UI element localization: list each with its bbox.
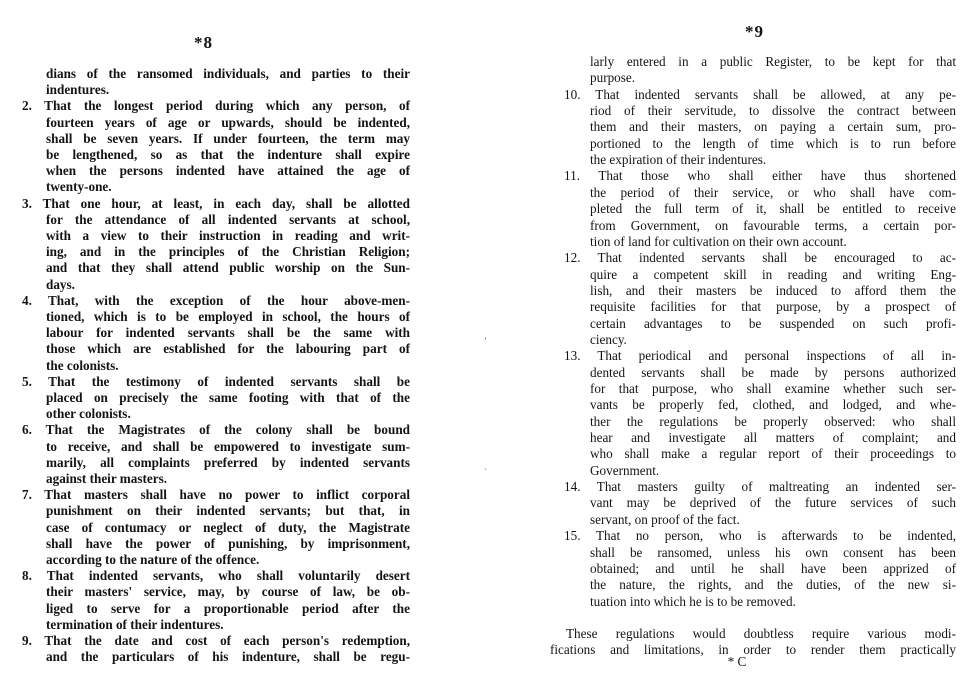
text-line: portioned to the length of time which is to run before (590, 135, 956, 151)
text-line: pleted the full term of it, shall be entitled to receive (590, 201, 956, 217)
text-line: larly entered in a public Register, to be kept for that (590, 54, 956, 69)
text-line: vants be properly fed, clothed, and lodged, and whe- (590, 397, 956, 413)
text-line: their masters' service, may, by course of law, be ob- (46, 584, 410, 600)
text-line: 12. That indented servants shall be encouraged to ac- (564, 250, 956, 266)
text-line: for that purpose, who shall examine whether such ser- (590, 381, 956, 396)
text-line: punishment on their indented servants; but that, in (46, 503, 410, 519)
text-line: other colonists. (46, 406, 131, 422)
page-number: *8 (194, 33, 213, 52)
text-line: the period of their service, or who shall have com- (590, 184, 956, 200)
text-line: to receive, and shall be empowered to investigate sum- (46, 438, 410, 454)
text-line: ther the regulations be properly observed: who shall (590, 413, 956, 429)
text-line: 3. That one hour, at least, in each day, shall be allotted (22, 195, 410, 211)
text-line: ing, and in the principles of the Christian Religion; (46, 244, 410, 260)
text-line: requisite facilities for that purpose, by a prospect of (590, 299, 956, 315)
text-line: when the persons indented have attained the age of (46, 163, 410, 179)
text-line: and the particulars of his indenture, shall be regu- (46, 649, 410, 665)
text-line: tuation into which he is to be removed. (590, 593, 796, 609)
text-line: These regulations would doubtless require various modi- (566, 625, 956, 641)
text-line: with a view to their instruction in reading and writ- (46, 228, 410, 243)
text-line: tion of land for cultivation on their own account. (590, 233, 847, 249)
text-line: from Government, on favourable terms, a certain por- (590, 217, 956, 233)
text-line: 14. That masters guilty of maltreating an indented ser- (564, 479, 956, 495)
text-line: obtained; and until he shall have been apprized of (590, 560, 956, 576)
page-number: *9 (745, 22, 764, 41)
text-line: certain advantages to be suspended on such profi- (590, 315, 956, 331)
text-line: 10. That indented servants shall be allowed, at any pe- (564, 86, 956, 102)
text-line: placed on precisely the same footing with that of the (46, 390, 410, 405)
text-line: termination of their indentures. (46, 616, 224, 632)
text-line: shall be ransomed, unless his own consent has been (590, 544, 956, 560)
text-line: the expiration of their indentures. (590, 152, 767, 168)
text-line: the colonists. (46, 357, 119, 373)
text-line: against their masters. (46, 471, 167, 486)
text-line: 13. That periodical and personal inspections of all in- (564, 348, 956, 364)
text-line: purpose. (590, 70, 636, 86)
text-line: twenty-one. (46, 179, 112, 195)
text-line: be lengthened, so as that the indenture shall expire (46, 147, 410, 162)
text-line: liged to serve for a proportionable period after the (46, 600, 410, 616)
text-line: case of contumacy or neglect of duty, the Magistrate (46, 519, 410, 535)
text-line: Government. (590, 462, 660, 478)
text-line: marily, all complaints preferred by indented servants (46, 454, 410, 470)
text-line: for the attendance of all indented servants at school, (46, 211, 410, 227)
text-line: 11. That those who shall either have thus shortened (564, 168, 956, 184)
text-line: 15. That no person, who is afterwards to be indented, (564, 528, 956, 544)
text-line: fications and limitations, in order to render them practically (550, 642, 956, 658)
text-line: labour for indented servants shall be the same with (46, 325, 410, 341)
text-line: ciency. (590, 331, 627, 347)
text-line: 6. That the Magistrates of the colony shall be bound (22, 422, 410, 438)
text-line: quire a competent skill in reading and writing Eng- (590, 266, 956, 282)
text-line: fourteen years of age or upwards, should be indented, (46, 114, 410, 130)
text-line: days. (46, 276, 75, 292)
text-line: the nature, the rights, and the duties, of the new si- (590, 577, 956, 593)
gutter-mark: ʼ (484, 336, 487, 346)
right-page (490, 0, 980, 692)
text-line: lish, and their masters be induced to afford them the (590, 282, 956, 298)
signature-mark: * C (727, 654, 747, 669)
text-line: 8. That indented servants, who shall voluntarily desert (22, 568, 410, 584)
text-line: dians of the ransomed individuals, and parties to their (46, 66, 410, 81)
text-line: 5. That the testimony of indented servants shall be (22, 373, 410, 389)
text-line: servant, on proof of the fact. (590, 511, 740, 527)
text-line: them and their masters, on paying a certain sum, pro- (590, 119, 956, 135)
text-line: indentures. (46, 82, 110, 98)
text-line: those which are established for the labouring part of (46, 341, 410, 357)
text-line: riod of their servitude, to dissolve the contract between (590, 103, 956, 119)
text-line: and that they shall attend public worship on the Sun- (46, 260, 410, 276)
text-line: dented servants shall be made by persons authorized (590, 364, 956, 380)
text-line: vant may be deprived of the future services of such (590, 495, 956, 511)
text-line: hear and investigate all matters of complaint; and (590, 430, 956, 446)
text-line: who shall make a regular report of their proceedings to (590, 446, 956, 462)
gutter-mark: ˎ (484, 460, 487, 470)
text-line: according to the nature of the offence. (46, 552, 260, 567)
text-line: tioned, which is to be employed in school, the hours of (46, 309, 410, 324)
text-line: 9. That the date and cost of each person's redemption, (22, 633, 410, 648)
text-line: shall be seven years. If under fourteen, the term may (46, 130, 410, 146)
text-line: shall have the power of punishing, by imprisonment, (46, 535, 410, 551)
text-line: 7. That masters shall have no power to inflict corporal (22, 487, 410, 503)
text-line: 2. That the longest period during which any person, of (22, 98, 410, 114)
text-line: 4. That, with the exception of the hour above-men- (22, 292, 410, 308)
